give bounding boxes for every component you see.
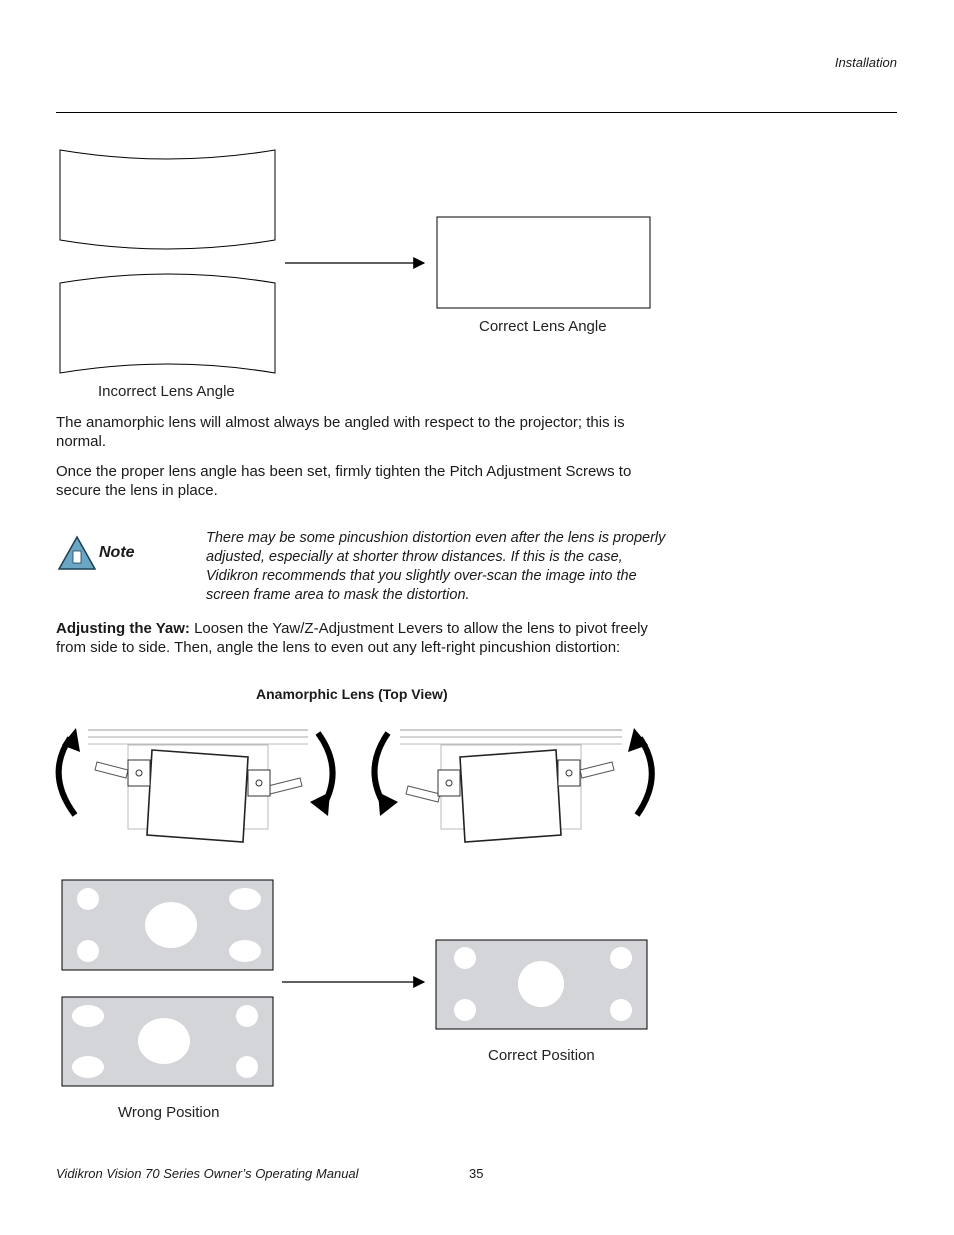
paragraph-adjusting-yaw — [56, 619, 656, 657]
yaw-heading: Adjusting the Yaw: — [56, 620, 190, 637]
correct-pattern — [436, 940, 647, 1029]
footer-manual-title: Vidikron Vision 70 Series Owner’s Operating Manual — [56, 1166, 359, 1181]
page-number: 35 — [469, 1166, 484, 1181]
note-label: Note — [99, 544, 135, 561]
incorrect-lens-angle-caption: Incorrect Lens Angle — [98, 383, 235, 400]
paragraph-lens-angled: The anamorphic lens will almost always be angled with respect to the projector; this is normal. — [56, 414, 625, 450]
figure-title-anamorphic-lens: Anamorphic Lens (Top View) — [256, 686, 448, 702]
note-icon — [59, 537, 95, 569]
paragraph-tighten-screws: Once the proper lens angle has been set, firmly tighten the Pitch Adjustment Screws to secure the lens in place. — [56, 463, 632, 499]
wrong-position-caption: Wrong Position — [118, 1104, 220, 1121]
section-header: Installation — [834, 55, 897, 70]
yaw-text: Loosen the Yaw/Z-Adjustment Levers to allow the lens to pivot freely from side to side. Then, angle the lens to even out any left-right pincushion distortion: — [56, 620, 648, 656]
correct-screen — [437, 217, 650, 308]
incorrect-screen-bottom — [60, 274, 275, 373]
wrong-pattern-bottom — [62, 997, 273, 1086]
incorrect-screen-top — [60, 150, 275, 249]
correct-lens-angle-caption: Correct Lens Angle — [479, 318, 607, 335]
correct-position-caption: Correct Position — [488, 1047, 595, 1064]
wrong-pattern-top — [62, 880, 273, 970]
lens-top-view-left — [59, 728, 333, 842]
note-text: There may be some pincushion distortion even after the lens is properly adjusted, especially at shorter throw distances. If this is the case, Vidikron recommends that you slightly over-scan the image into the screen frame area to mask the distortion. — [206, 530, 666, 603]
lens-top-view-right — [374, 728, 651, 842]
